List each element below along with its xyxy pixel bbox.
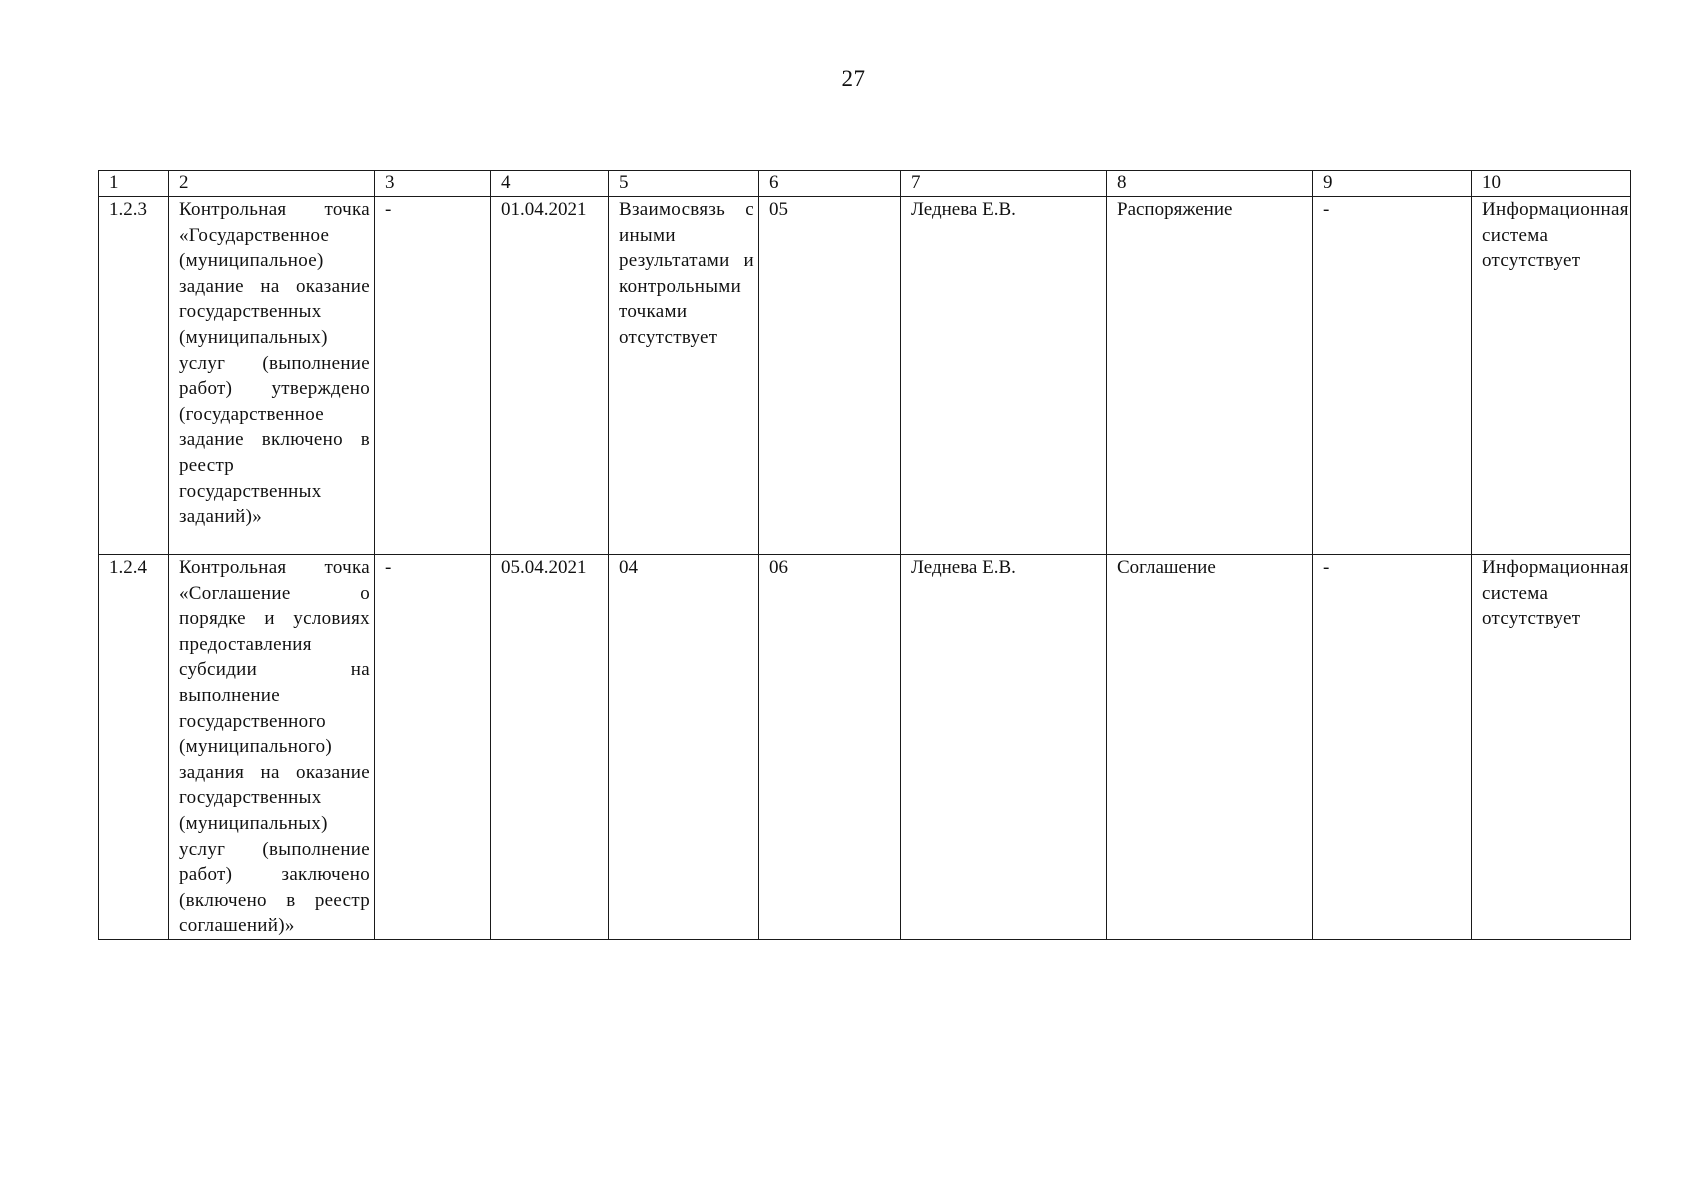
header-cell: 6 [759,171,901,197]
row-date: 05.04.2021 [491,555,609,940]
row-col5: 04 [609,555,759,940]
row-col5: Взаимосвязь с иными результатами и контрольными точками отсутствует [609,197,759,555]
row-id: 1.2.4 [99,555,169,940]
table-row [99,197,1631,555]
row-responsible: Леднева Е.В. [901,197,1107,555]
header-cell: 2 [169,171,375,197]
header-cell: 4 [491,171,609,197]
header-cell: 9 [1313,171,1472,197]
row-col9: - [1313,197,1472,555]
row-col3: - [375,555,491,940]
row-col6: 05 [759,197,901,555]
row-date: 01.04.2021 [491,197,609,555]
header-cell: 8 [1107,171,1313,197]
row-description: Контрольная точка «Государственное (муниципальное) задание на оказание государственных (муниципальных) услуг (выполнение работ) утверждено (государственное задание включено в реестр государственных заданий)» [169,197,375,555]
row-info-system: Информационная система отсутствует [1472,555,1631,940]
row-info-system: Информационная система отсутствует [1472,197,1631,555]
row-id: 1.2.3 [99,197,169,555]
header-cell: 10 [1472,171,1631,197]
row-document: Соглашение [1107,555,1313,940]
row-col9: - [1313,555,1472,940]
header-cell: 3 [375,171,491,197]
header-cell: 7 [901,171,1107,197]
page-number: 27 [841,66,866,91]
row-document: Распоряжение [1107,197,1313,555]
header-cell: 5 [609,171,759,197]
data-table [98,170,1631,940]
table-header-row [99,171,1631,197]
row-responsible: Леднева Е.В. [901,555,1107,940]
row-description: Контрольная точка «Соглашение о порядке и условиях предоставления субсидии на выполнение государственного (муниципального) задания на оказание государственных (муниципальных) услуг (выполнение работ) заключено (включено в реестр соглашений)» [169,555,375,940]
table-row [99,555,1631,940]
row-col3: - [375,197,491,555]
header-cell: 1 [99,171,169,197]
row-col6: 06 [759,555,901,940]
